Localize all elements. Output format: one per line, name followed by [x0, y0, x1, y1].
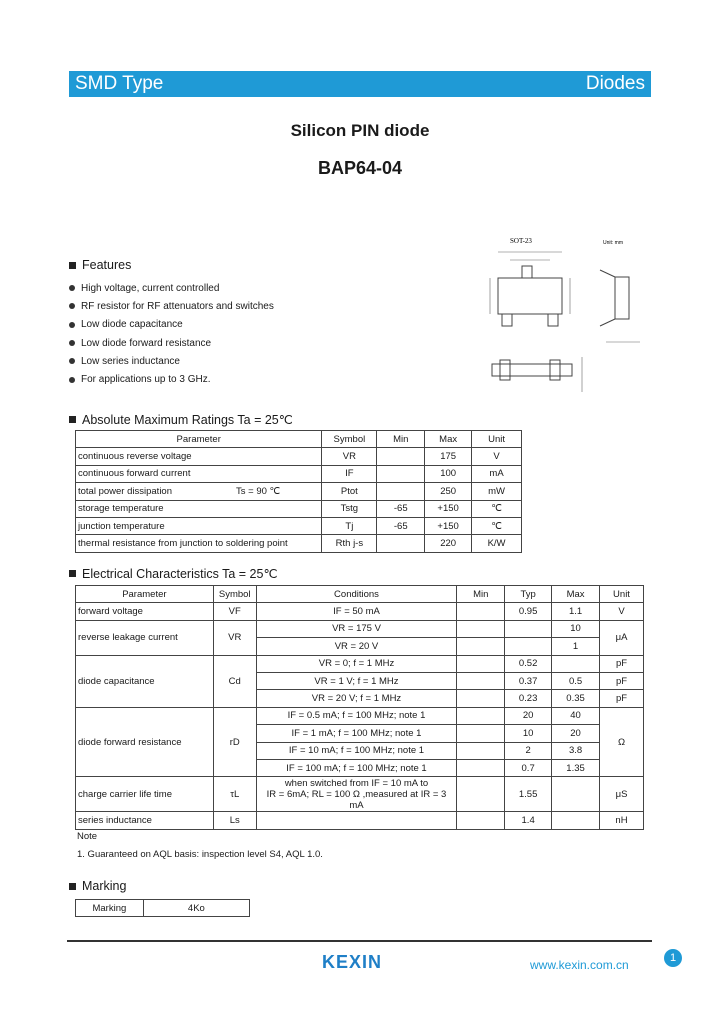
square-bullet-icon	[69, 262, 76, 269]
bullet-icon	[69, 303, 75, 309]
package-label: SOT-23	[510, 237, 532, 245]
table-header-row: Parameter Symbol Conditions Min Typ Max Unit	[76, 586, 644, 603]
table-row: junction temperature Tj -65 +150 ℃	[76, 517, 522, 534]
table-header-row: Parameter Symbol Min Max Unit	[76, 431, 522, 448]
list-item: Low series inductance	[69, 352, 274, 370]
table-row: series inductance Ls 1.4 nH	[76, 812, 644, 829]
table-row: forward voltage VF IF = 50 mA 0.95 1.1 V	[76, 603, 644, 620]
bullet-icon	[69, 285, 75, 291]
square-bullet-icon	[69, 883, 76, 890]
table-row: IF = 100 mA; f = 100 MHz; note 1 0.7 1.35	[76, 759, 644, 776]
features-heading: Features	[69, 258, 131, 272]
part-number: BAP64-04	[317, 158, 403, 178]
footer-divider	[67, 940, 652, 942]
bullet-icon	[69, 358, 75, 364]
unit-label: Unit: mm	[603, 240, 623, 246]
table-row: thermal resistance from junction to soldering point Rth j-s 220 K/W	[76, 535, 522, 552]
list-item: Low diode forward resistance	[69, 334, 274, 352]
note-label: Note	[77, 831, 98, 842]
package-drawing	[470, 232, 650, 417]
list-item: RF resistor for RF attenuators and switches	[69, 297, 274, 315]
page-title: Silicon PIN diode	[290, 121, 430, 140]
header-banner	[69, 71, 651, 97]
table-row: VR = 20 V; f = 1 MHz 0.23 0.35 pF	[76, 690, 644, 707]
sot23-outline-icon	[470, 232, 650, 412]
table-row: IF = 10 mA; f = 100 MHz; note 1 2 3.8	[76, 742, 644, 759]
page-number: 1	[664, 949, 682, 967]
square-bullet-icon	[69, 416, 76, 423]
list-item: Low diode capacitance	[69, 316, 274, 334]
square-bullet-icon	[69, 570, 76, 577]
footer-url[interactable]: www.kexin.com.cn	[530, 958, 629, 972]
list-item: High voltage, current controlled	[69, 279, 274, 297]
list-item: For applications up to 3 GHz.	[69, 370, 274, 388]
bullet-icon	[69, 377, 75, 383]
abs-max-table	[75, 430, 522, 553]
table-row: IF = 1 mA; f = 100 MHz; note 1 10 20	[76, 725, 644, 742]
bullet-icon	[69, 340, 75, 346]
abs-max-heading: Absolute Maximum Ratings Ta = 25℃	[69, 412, 293, 427]
table-row: Marking 4Ko	[76, 900, 250, 917]
note-item: 1. Guaranteed on AQL basis: inspection level S4, AQL 1.0.	[77, 849, 323, 860]
table-row: VR = 20 V 1	[76, 638, 644, 655]
elec-table	[75, 585, 644, 830]
table-row: storage temperature Tstg -65 +150 ℃	[76, 500, 522, 517]
header-right: Diodes	[585, 73, 645, 94]
table-row: reverse leakage current VR VR = 175 V 10 μA	[76, 620, 644, 637]
header-left: SMD Type	[75, 73, 164, 94]
marking-heading: Marking	[69, 879, 126, 893]
table-row: charge carrier life time τL when switched from IF = 10 mA to IR = 6mA; RL = 100 Ω ,measured at IR = 3 mA 1.55 μS	[76, 777, 644, 812]
table-row: VR = 1 V; f = 1 MHz 0.37 0.5 pF	[76, 672, 644, 689]
table-row: diode forward resistance rD IF = 0.5 mA; f = 100 MHz; note 1 20 40 Ω	[76, 707, 644, 724]
table-row: total power dissipation Ts = 90 ℃ Ptot 250 mW	[76, 483, 522, 500]
features-list	[69, 279, 274, 389]
elec-heading: Electrical Characteristics Ta = 25℃	[69, 566, 277, 581]
kexin-logo: KEXIN	[322, 952, 383, 972]
table-row: continuous forward current IF 100 mA	[76, 465, 522, 482]
table-row: diode capacitance Cd VR = 0; f = 1 MHz 0.52 pF	[76, 655, 644, 672]
marking-table	[75, 899, 250, 917]
bullet-icon	[69, 322, 75, 328]
table-row: continuous reverse voltage VR 175 V	[76, 448, 522, 465]
